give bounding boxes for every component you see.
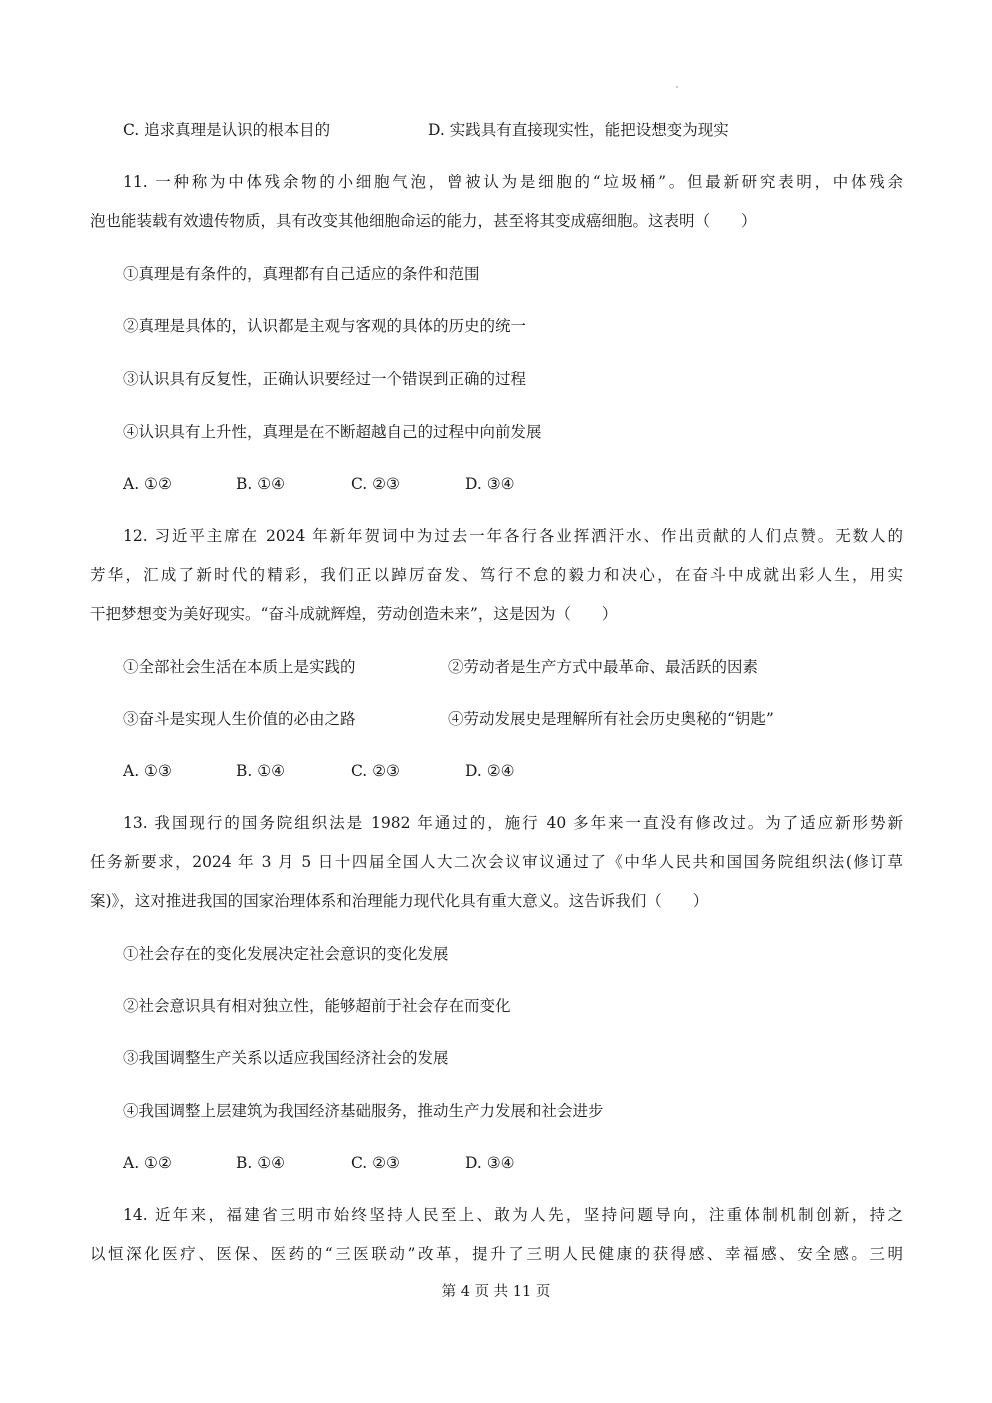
q13-stem-line-2: 任务新要求，2024 年 3 月 5 日十四届全国人大二次会议审议通过了《中华人民共和国国务院组织法(修订草: [90, 853, 903, 871]
q13-answer-c: C. ②③: [351, 1154, 400, 1172]
q11-answer-c: C. ②③: [351, 475, 400, 493]
q11-answer-b: B. ①④: [236, 475, 286, 493]
q11-statement-1: ①真理是有条件的，真理都有自己适应的条件和范围: [123, 265, 480, 283]
q11-answer-d: D. ③④: [465, 475, 515, 493]
q12-stem-line-1: 12. 习近平主席在 2024 年新年贺词中为过去一年各行各业挥洒汗水、作出贡献的人们点赞。无数人的: [123, 527, 903, 545]
q11-statement-4: ④认识具有上升性，真理是在不断超越自己的过程中向前发展: [123, 423, 542, 441]
q12-statement-4: ④劳动发展史是理解所有社会历史奥秘的“钥匙”: [448, 710, 774, 728]
q12-answer-a: A. ①③: [123, 762, 172, 780]
q13-stem-line-1: 13. 我国现行的国务院组织法是 1982 年通过的，施行 40 多年来一直没有修改过。为了适应新形势新: [123, 814, 903, 832]
q10-option-c: C. 追求真理是认识的根本目的: [123, 121, 331, 139]
q14-stem-line-2: 以恒深化医疗、医保、医药的“三医联动”改革，提升了三明人民健康的获得感、幸福感、安全感。三明: [90, 1245, 903, 1263]
q12-statement-1: ①全部社会生活在本质上是实践的: [123, 658, 356, 676]
q12-stem-line-3: 干把梦想变为美好现实。“奋斗成就辉煌，劳动创造未来”，这是因为（ ）: [90, 605, 618, 623]
page-footer: 第 4 页 共 11 页: [441, 1284, 551, 1300]
q11-statement-3: ③认识具有反复性，正确认识要经过一个错误到正确的过程: [123, 370, 527, 388]
q12-stem-line-2: 芳华，汇成了新时代的精彩，我们正以踔厉奋发、笃行不怠的毅力和决心，在奋斗中成就出彩人生，用实: [90, 566, 903, 584]
q12-statement-3: ③奋斗是实现人生价值的必由之路: [123, 710, 356, 728]
q13-answer-d: D. ③④: [465, 1154, 515, 1172]
q11-answer-a: A. ①②: [123, 475, 172, 493]
q10-option-d: D. 实践具有直接现实性，能把设想变为现实: [428, 121, 729, 139]
q13-stem-line-3: 案)》，这对推进我国的国家治理体系和治理能力现代化具有重大意义。这告诉我们（ ）: [90, 892, 709, 910]
q11-stem-line-2: 泡也能装载有效遗传物质，具有改变其他细胞命运的能力，甚至将其变成癌细胞。这表明（ ）: [90, 212, 757, 230]
q13-statement-2: ②社会意识具有相对独立性，能够超前于社会存在而变化: [123, 997, 511, 1015]
q11-stem-line-1: 11. 一种称为中体残余物的小细胞气泡，曾被认为是细胞的“垃圾桶”。但最新研究表明，中体残余: [123, 173, 903, 191]
q13-answer-b: B. ①④: [236, 1154, 286, 1172]
q12-answer-d: D. ②④: [465, 762, 515, 780]
q13-answer-a: A. ①②: [123, 1154, 172, 1172]
q12-statement-2: ②劳动者是生产方式中最革命、最活跃的因素: [448, 658, 759, 676]
q13-statement-3: ③我国调整生产关系以适应我国经济社会的发展: [123, 1049, 449, 1067]
q13-statement-4: ④我国调整上层建筑为我国经济基础服务，推动生产力发展和社会进步: [123, 1102, 604, 1120]
q12-answer-c: C. ②③: [351, 762, 400, 780]
scan-speck: [676, 86, 678, 88]
q13-statement-1: ①社会存在的变化发展决定社会意识的变化发展: [123, 945, 449, 963]
q12-answer-b: B. ①④: [236, 762, 286, 780]
q11-statement-2: ②真理是具体的，认识都是主观与客观的具体的历史的统一: [123, 317, 527, 335]
q14-stem-line-1: 14. 近年来，福建省三明市始终坚持人民至上、敢为人先，坚持问题导向，注重体制机制创新，持之: [123, 1206, 903, 1224]
